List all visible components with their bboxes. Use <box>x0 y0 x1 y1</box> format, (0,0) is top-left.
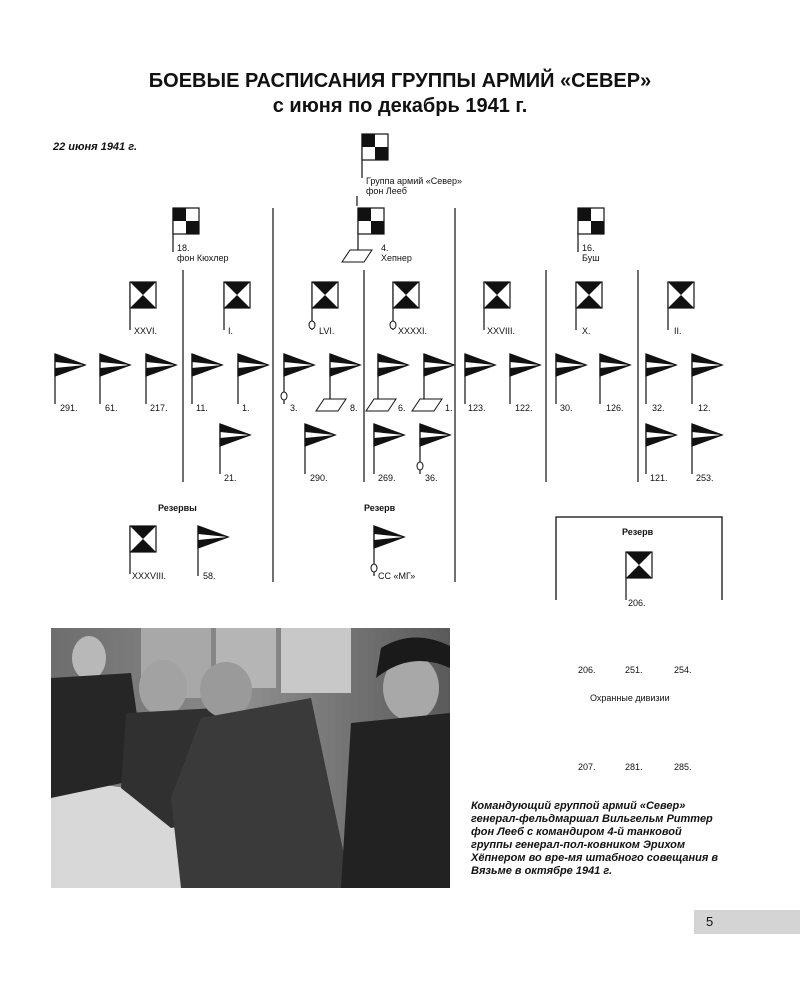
reserve-division-flag <box>371 526 404 576</box>
division-label: 1. <box>242 403 250 413</box>
division-label: 21. <box>224 473 237 483</box>
division-label: 253. <box>696 473 714 483</box>
reserve-box-corps-label: 206. <box>628 598 646 608</box>
motorized-symbol <box>309 321 315 329</box>
division-label: 12. <box>698 403 711 413</box>
reserve-box-unit-label: 254. <box>674 665 692 675</box>
division-label: 61. <box>105 403 118 413</box>
security-unit-label: 207. <box>578 762 596 772</box>
army-group-hq-flag <box>362 134 388 178</box>
corps-label: LVI. <box>319 326 335 336</box>
division-flag <box>646 424 676 474</box>
division-label: 11. <box>196 403 208 413</box>
division-label: 1. <box>445 403 453 413</box>
division-flag <box>238 354 268 404</box>
security-unit-label: 281. <box>625 762 643 772</box>
reserve-corps-label: XXXVIII. <box>132 571 167 581</box>
corps-flag <box>576 282 602 330</box>
division-label: 6. <box>398 403 406 413</box>
headquarters-photo <box>51 628 450 888</box>
panzer-division-symbol <box>366 399 396 411</box>
division-label: 123. <box>468 403 486 413</box>
division-label: 8. <box>350 403 358 413</box>
corps-label: I. <box>228 326 234 336</box>
corps-flag <box>224 282 250 330</box>
division-flag <box>100 354 130 404</box>
division-flag <box>281 354 314 404</box>
division-label: 122. <box>515 403 533 413</box>
army-number: 4. <box>381 243 389 253</box>
reserve-box-title: Резерв <box>622 527 654 537</box>
army-number: 16. <box>582 243 595 253</box>
division-label: 291. <box>60 403 78 413</box>
division-flag <box>424 354 454 404</box>
division-label: 290. <box>310 473 328 483</box>
division-label: 32. <box>652 403 665 413</box>
page-number: 5 <box>706 914 714 929</box>
division-flag <box>374 424 404 474</box>
division-flag <box>510 354 540 404</box>
division-flag <box>220 424 250 474</box>
security-unit-label: 285. <box>674 762 692 772</box>
panzer-division-symbol <box>412 399 442 411</box>
corps-flag <box>130 282 156 330</box>
division-flag <box>330 354 360 404</box>
division-flag <box>692 354 722 404</box>
army-commander: фон Кюхлер <box>177 253 229 263</box>
reserve-division-label: 58. <box>203 571 216 581</box>
chart-date: 22 июня 1941 г. <box>53 141 138 153</box>
division-flag <box>600 354 630 404</box>
panzer-division-symbol <box>316 399 346 411</box>
division-flag <box>556 354 586 404</box>
division-label: 30. <box>560 403 573 413</box>
photo-caption: Командующий группой армий «Север» генерал-фельдмаршал Вильгельм Риттер фон Лееб с командиром 4-й танковой группы генерал-пол-ковником Эрихом Хёпнером во вре-мя штабного совещания в Вязьме в октябре 1941 г. <box>471 800 719 877</box>
division-label: 3. <box>290 403 298 413</box>
corps-flag <box>668 282 694 330</box>
corps-label: II. <box>674 326 682 336</box>
corps-label: XXVI. <box>134 326 158 336</box>
reserve-box-unit-label: 251. <box>625 665 643 675</box>
corps-flag <box>393 282 419 330</box>
division-label: 121. <box>650 473 668 483</box>
security-divisions-label: Охранные дивизии <box>590 693 670 703</box>
hq-name: Группа армий «Север» <box>366 176 462 186</box>
division-flag <box>417 424 450 474</box>
corps-flag <box>312 282 338 330</box>
corps-label: XXXXI. <box>398 326 428 336</box>
reserve-division-flag <box>198 526 228 576</box>
reserve-division-label: СС «МГ» <box>378 571 416 581</box>
page-title: БОЕВЫЕ РАСПИСАНИЯ ГРУППЫ АРМИЙ «СЕВЕР» <box>148 70 652 92</box>
panzer-group-symbol <box>342 250 372 262</box>
army-commander: Буш <box>582 253 600 263</box>
reserve-box-corps-flag <box>626 552 652 600</box>
corps-label: XXVIII. <box>487 326 516 336</box>
reserves-label: Резервы <box>158 503 197 513</box>
division-label: 269. <box>378 473 396 483</box>
division-flag <box>305 424 335 474</box>
corps-flag <box>484 282 510 330</box>
army-number: 18. <box>177 243 190 253</box>
division-flag <box>192 354 222 404</box>
division-flag <box>378 354 408 404</box>
reserve-label: Резерв <box>364 503 396 513</box>
division-flag <box>692 424 722 474</box>
reserve-box-unit-label: 206. <box>578 665 596 675</box>
hq-commander: фон Лееб <box>366 186 407 196</box>
division-label: 126. <box>606 403 624 413</box>
division-flag <box>465 354 495 404</box>
division-label: 217. <box>150 403 168 413</box>
corps-label: X. <box>582 326 591 336</box>
army-commander: Хепнер <box>381 253 412 263</box>
page-subtitle: с июня по декабрь 1941 г. <box>272 95 528 117</box>
motorized-symbol <box>390 321 396 329</box>
division-flag <box>646 354 676 404</box>
division-flag <box>55 354 85 404</box>
division-label: 36. <box>425 473 438 483</box>
reserve-corps-flag <box>130 526 156 574</box>
division-flag <box>146 354 176 404</box>
